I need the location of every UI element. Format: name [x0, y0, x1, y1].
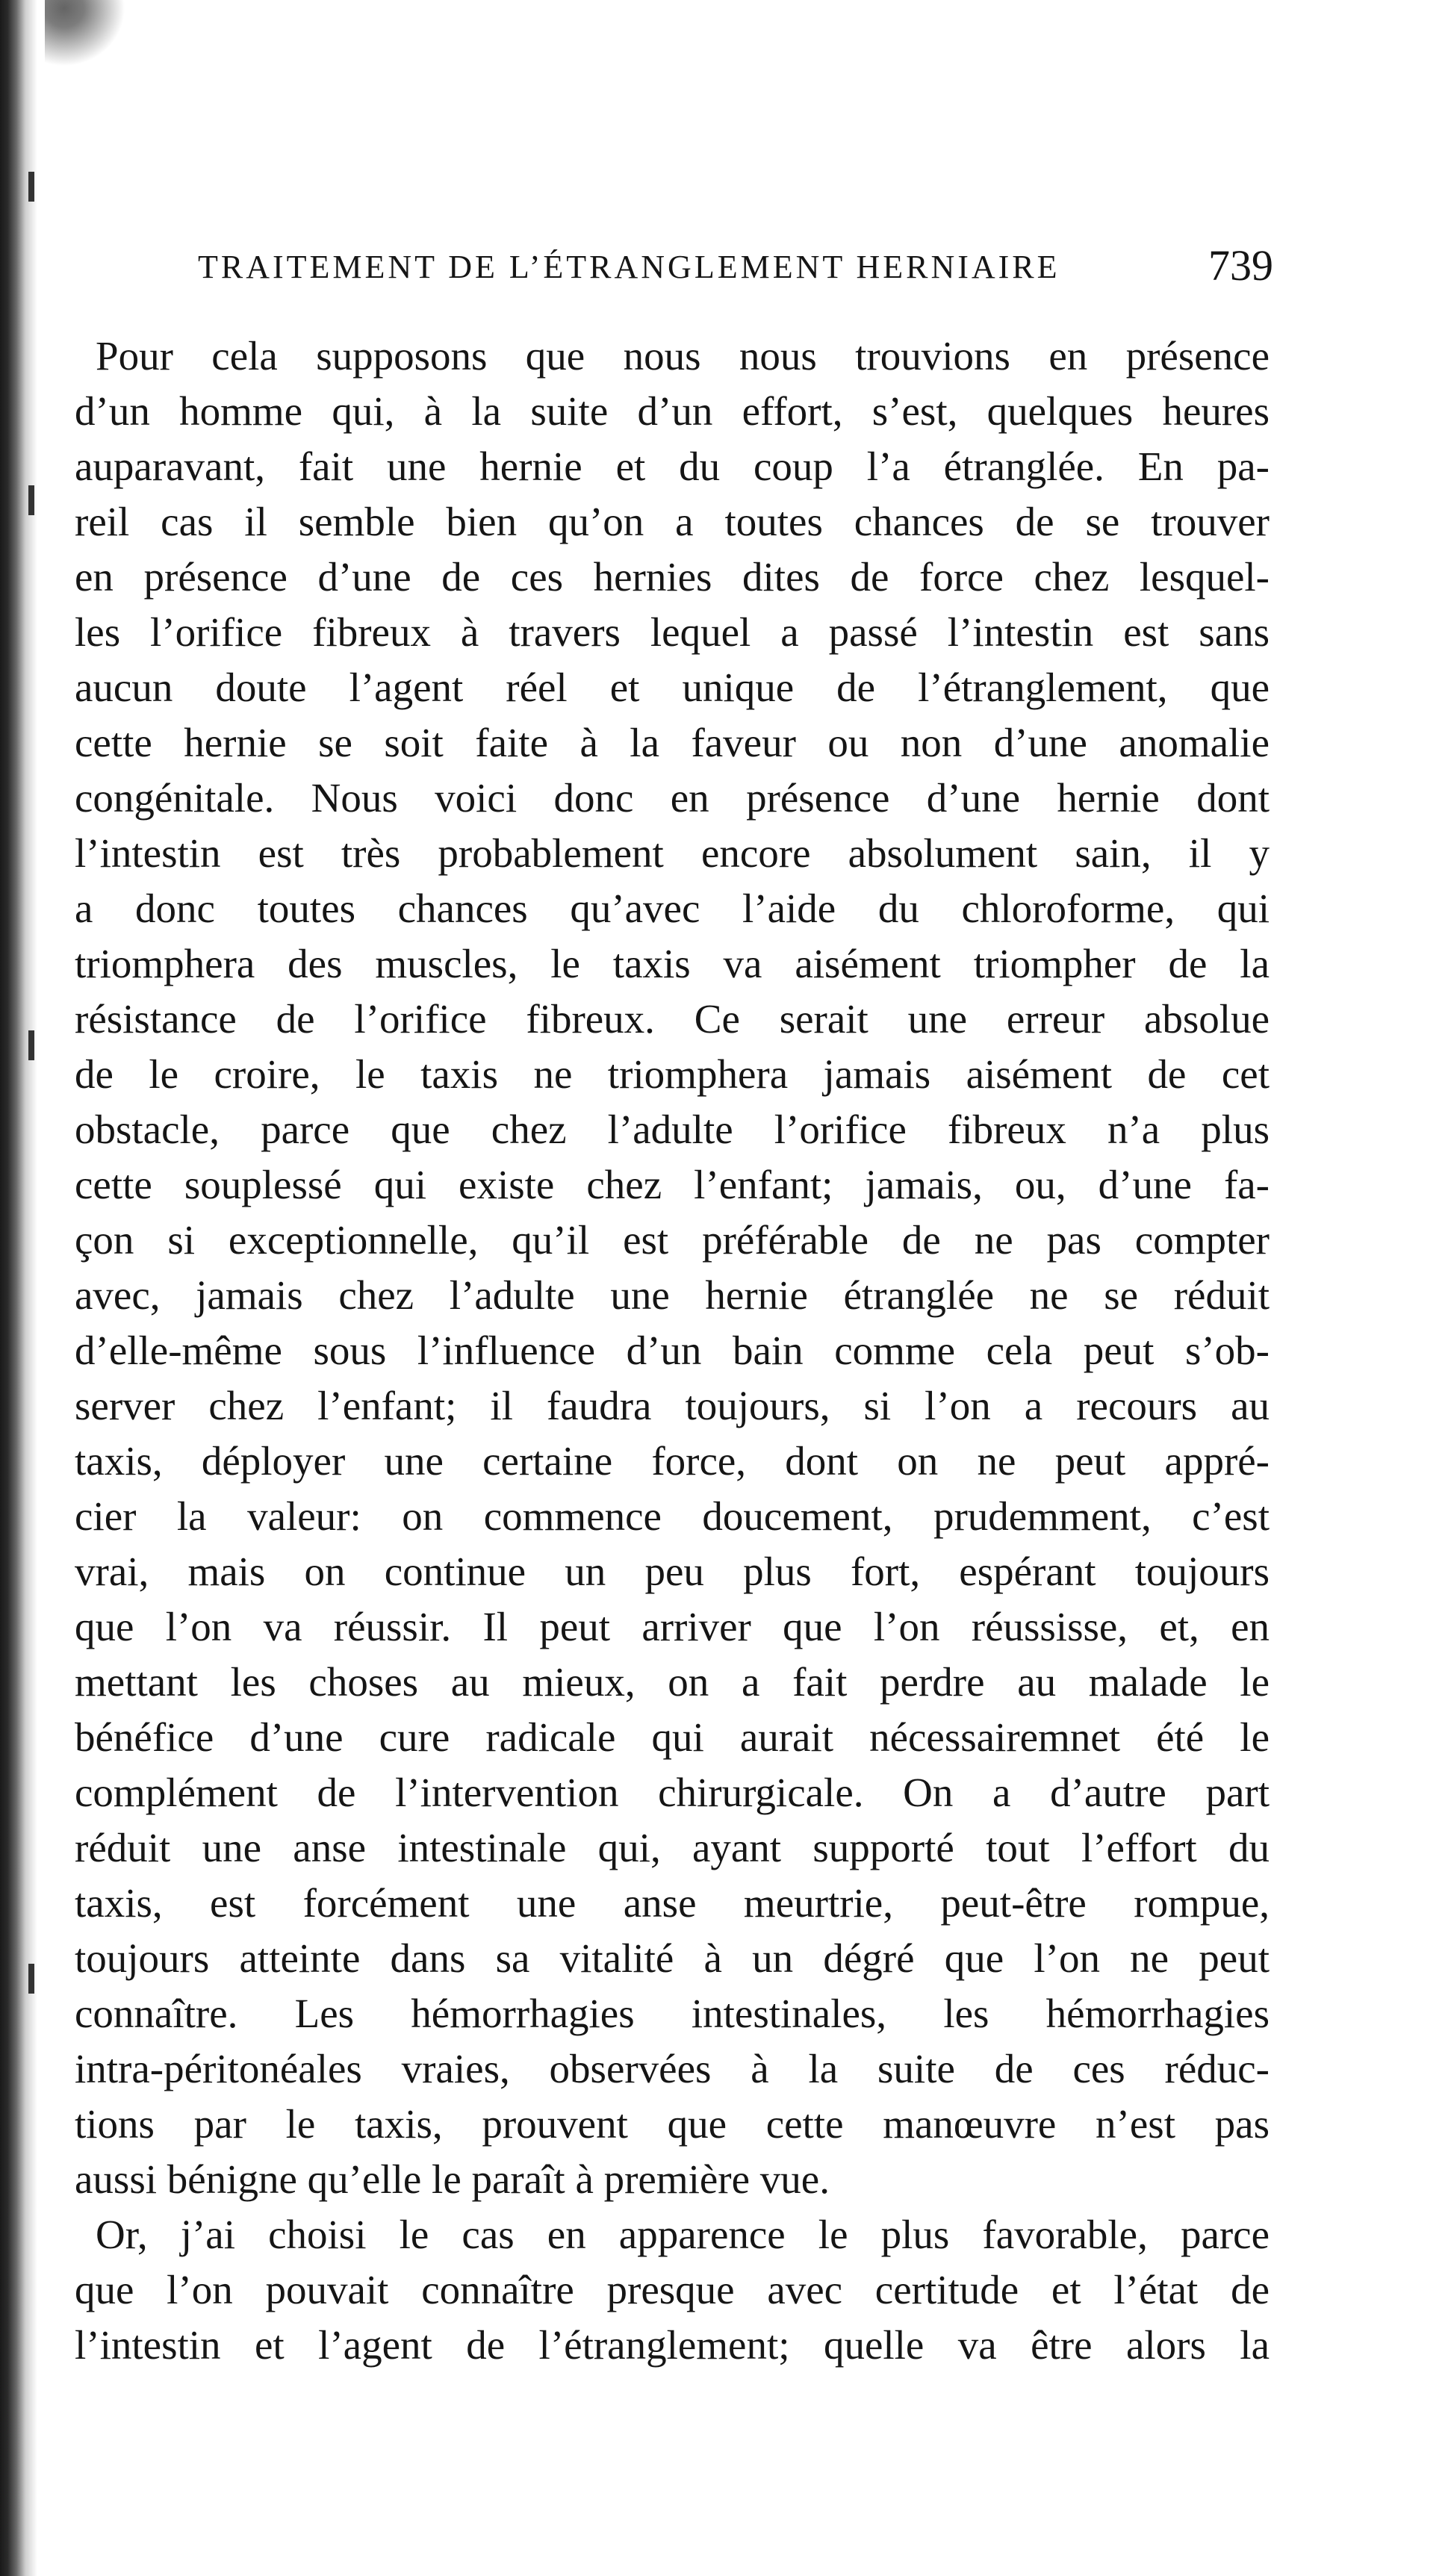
text-line: congénitale. Nous voici donc en présence d’une hernie dont: [75, 775, 1270, 821]
text-line: aussi bénigne qu’elle le paraît à première vue.: [75, 2156, 830, 2202]
margin-mark: [28, 172, 34, 202]
text-line: aucun doute l’agent réel et unique de l’étranglement, que: [75, 665, 1270, 710]
text-line: server chez l’enfant; il faudra toujours, si l’on a recours au: [75, 1383, 1270, 1428]
page-number: 739: [1208, 241, 1273, 290]
margin-mark: [28, 1030, 34, 1060]
text-line: taxis, déployer une certaine force, dont on ne peut appré-: [75, 1438, 1270, 1484]
text-line: connaître. Les hémorrhagies intestinales, les hémorrhagies: [75, 1991, 1270, 2036]
margin-mark: [28, 1964, 34, 1994]
text-line: cier la valeur: on commence doucement, prudemment, c’est: [75, 1493, 1270, 1539]
text-line: l’intestin est très probablement encore absolument sain, il y: [75, 830, 1270, 876]
text-line: en présence d’une de ces hernies dites de force chez lesquel-: [75, 554, 1270, 600]
text-line: taxis, est forcément une anse meurtrie, peut-être rompue,: [75, 1880, 1270, 1926]
text-line: mettant les choses au mieux, on a fait perdre au malade le: [75, 1659, 1270, 1705]
body-text: [75, 329, 1270, 2373]
text-line: d’elle-même sous l’influence d’un bain comme cela peut s’ob-: [75, 1328, 1270, 1373]
text-line: toujours atteinte dans sa vitalité à un dégré que l’on ne peut: [75, 1935, 1270, 1981]
margin-mark: [28, 485, 34, 515]
running-title: TRAITEMENT DE L’ÉTRANGLEMENT HERNIAIRE: [198, 249, 1060, 285]
text-line: les l’orifice fibreux à travers lequel a passé l’intestin est sans: [75, 609, 1270, 655]
text-line: Pour cela supposons que nous nous trouvions en présence: [96, 333, 1270, 379]
text-line: çon si exceptionnelle, qu’il est préférable de ne pas compter: [75, 1217, 1270, 1263]
running-head: [198, 240, 1273, 293]
text-line: Or, j’ai choisi le cas en apparence le plus favorable, parce: [96, 2212, 1270, 2257]
text-line: obstacle, parce que chez l’adulte l’orifice fibreux n’a plus: [75, 1107, 1270, 1152]
text-line: triomphera des muscles, le taxis va aisément triompher de la: [75, 941, 1270, 986]
text-line: intra-péritonéales vraies, observées à la suite de ces réduc-: [75, 2046, 1270, 2091]
text-line: vrai, mais on continue un peu plus fort, espérant toujours: [75, 1549, 1270, 1594]
text-line: de le croire, le taxis ne triomphera jamais aisément de cet: [75, 1051, 1270, 1097]
text-line: que l’on va réussir. Il peut arriver que l’on réussisse, et, en: [75, 1604, 1270, 1649]
scan-margin-marks: [27, 172, 40, 2337]
text-line: reil cas il semble bien qu’on a toutes chances de se trouver: [75, 499, 1270, 544]
text-line: complément de l’intervention chirurgicale. On a d’autre part: [75, 1770, 1270, 1815]
text-line: auparavant, fait une hernie et du coup l’a étranglée. En pa-: [75, 444, 1270, 489]
text-line: cette hernie se soit faite à la faveur ou non d’une anomalie: [75, 720, 1270, 765]
text-line: l’intestin et l’agent de l’étranglement; quelle va être alors la: [75, 2322, 1270, 2368]
text-line: a donc toutes chances qu’avec l’aide du chloroforme, qui: [75, 886, 1270, 931]
text-line: d’un homme qui, à la suite d’un effort, s’est, quelques heures: [75, 388, 1270, 434]
text-line: que l’on pouvait connaître presque avec certitude et l’état de: [75, 2267, 1270, 2312]
text-line: tions par le taxis, prouvent que cette manœuvre n’est pas: [75, 2101, 1270, 2147]
text-line: cette souplessé qui existe chez l’enfant; jamais, ou, d’une fa-: [75, 1162, 1270, 1207]
text-line: résistance de l’orifice fibreux. Ce serait une erreur absolue: [75, 996, 1270, 1042]
text-line: bénéfice d’une cure radicale qui aurait nécessairemnet été le: [75, 1714, 1270, 1760]
text-line: avec, jamais chez l’adulte une hernie étranglée ne se réduit: [75, 1272, 1270, 1318]
scan-ink-blot: [45, 0, 142, 82]
paragraph: [75, 329, 1270, 2207]
text-line: réduit une anse intestinale qui, ayant supporté tout l’effort du: [75, 1825, 1270, 1870]
paragraph: [75, 2207, 1270, 2373]
